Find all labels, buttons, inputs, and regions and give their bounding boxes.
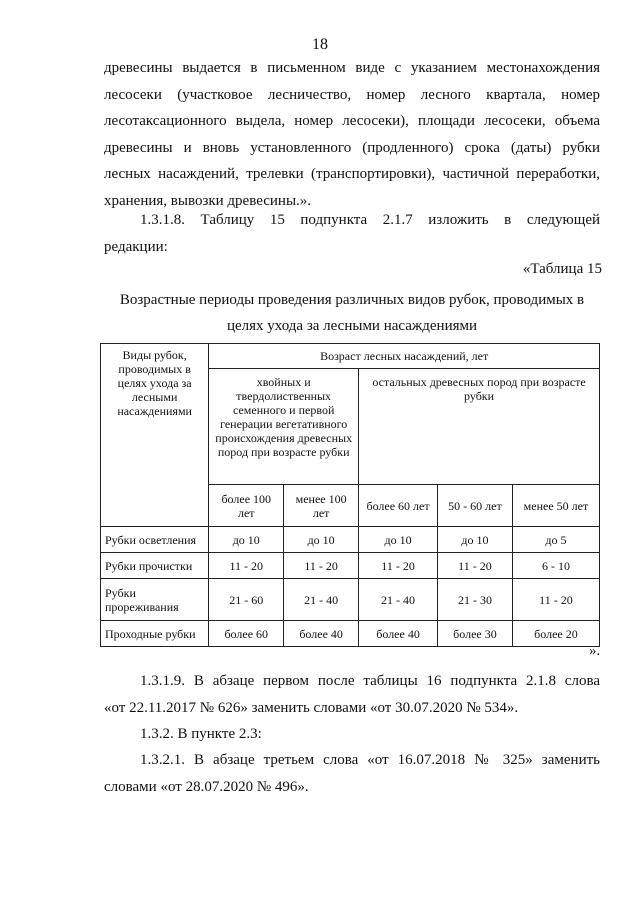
table-row — [101, 527, 600, 553]
text-line: древесины выдается в письменном виде с указанием местонахождения — [104, 60, 600, 76]
table-cell: 11 - 20 — [438, 553, 513, 579]
paragraph-1-3-2: 1.3.2. В пункте 2.3: — [140, 726, 262, 742]
table-cell: 21 - 40 — [359, 579, 438, 621]
table-cell: 21 - 30 — [438, 579, 513, 621]
table-cell: до 10 — [209, 527, 284, 553]
paragraph-1-3-1-8 — [104, 207, 600, 260]
text-line: 1.3.2.1. В абзаце третьем слова «от 16.07.2018 № 325» заменить — [140, 752, 600, 768]
paragraph-1-3-1-9 — [104, 668, 600, 721]
row-label: Проходные рубки — [101, 621, 209, 647]
header-other-species: остальных древесных пород при возрасте рубки — [359, 369, 600, 485]
header-cutting-kinds: Виды рубок, проводимых в целях ухода за лесными насаждениями — [101, 344, 209, 527]
table-row — [101, 553, 600, 579]
text-line: словами «от 28.07.2020 № 496». — [104, 778, 309, 795]
table-cell: 11 - 20 — [284, 553, 359, 579]
paragraph-continuation — [104, 55, 600, 214]
subheader-cell: более 100 лет — [209, 485, 284, 527]
subheader-cell: менее 100 лет — [284, 485, 359, 527]
text-line: хранения, вывозки древесины.». — [104, 192, 312, 209]
text-line: лесотаксационного выдела, номер лесосеки), площади лесосеки, объема — [104, 113, 600, 129]
table-cell: до 10 — [438, 527, 513, 553]
table-cell: 21 - 40 — [284, 579, 359, 621]
table-cell: до 5 — [512, 527, 599, 553]
text-line: 1.3.1.8. Таблицу 15 подпункта 2.1.7 изложить в следующей — [140, 212, 600, 228]
table-cell: 6 - 10 — [512, 553, 599, 579]
table-cell: более 20 — [512, 621, 599, 647]
table-cell: более 30 — [438, 621, 513, 647]
table-title — [104, 287, 600, 339]
text-line: Возрастные периоды проведения различных видов рубок, проводимых в — [119, 292, 585, 308]
text-line: лесосеки (участковое лесничество, номер лесного квартала, номер — [104, 86, 600, 103]
table-cell: 21 - 60 — [209, 579, 284, 621]
row-label: Рубки прочистки — [101, 553, 209, 579]
text-line: редакции: — [104, 238, 168, 255]
table-cell: более 60 — [209, 621, 284, 647]
table-cell: 11 - 20 — [359, 553, 438, 579]
table-cell: до 10 — [359, 527, 438, 553]
table-cell: более 40 — [284, 621, 359, 647]
text-line: целях ухода за лесными насаждениями — [226, 318, 478, 334]
text-line: «от 22.11.2017 № 626» заменить словами «от 30.07.2020 № 534». — [104, 699, 519, 716]
subheader-cell: 50 - 60 лет — [438, 485, 513, 527]
table-row — [101, 621, 600, 647]
paragraph-1-3-2-1 — [104, 747, 600, 800]
row-label: Рубки осветления — [101, 527, 209, 553]
table-cell: 11 - 20 — [209, 553, 284, 579]
table-end-quote: ». — [589, 643, 601, 659]
table-cell: до 10 — [284, 527, 359, 553]
header-stand-age: Возраст лесных насаждений, лет — [209, 344, 600, 369]
subheader-cell: более 60 лет — [359, 485, 438, 527]
row-label: Рубки прореживания — [101, 579, 209, 621]
header-conifer-group: хвойных и твердолиственных семенного и первой генерации вегетативного происхождения древесных пород при возрасте рубки — [209, 369, 359, 485]
subheader-cell: менее 50 лет — [512, 485, 599, 527]
table-tag: «Таблица 15 — [522, 261, 602, 277]
table-cell: более 40 — [359, 621, 438, 647]
text-line: древесины и вновь установленного (продленного) срока (даты) рубки — [104, 139, 600, 156]
page-number: 18 — [312, 36, 328, 53]
table-row — [101, 579, 600, 621]
table-cell: 11 - 20 — [512, 579, 599, 621]
text-line: 1.3.1.9. В абзаце первом после таблицы 16 подпункта 2.1.8 слова — [140, 673, 600, 689]
text-line: лесных насаждений, трелевки (транспортировки), частичной переработки, — [104, 166, 600, 182]
thinning-age-table — [100, 343, 600, 647]
